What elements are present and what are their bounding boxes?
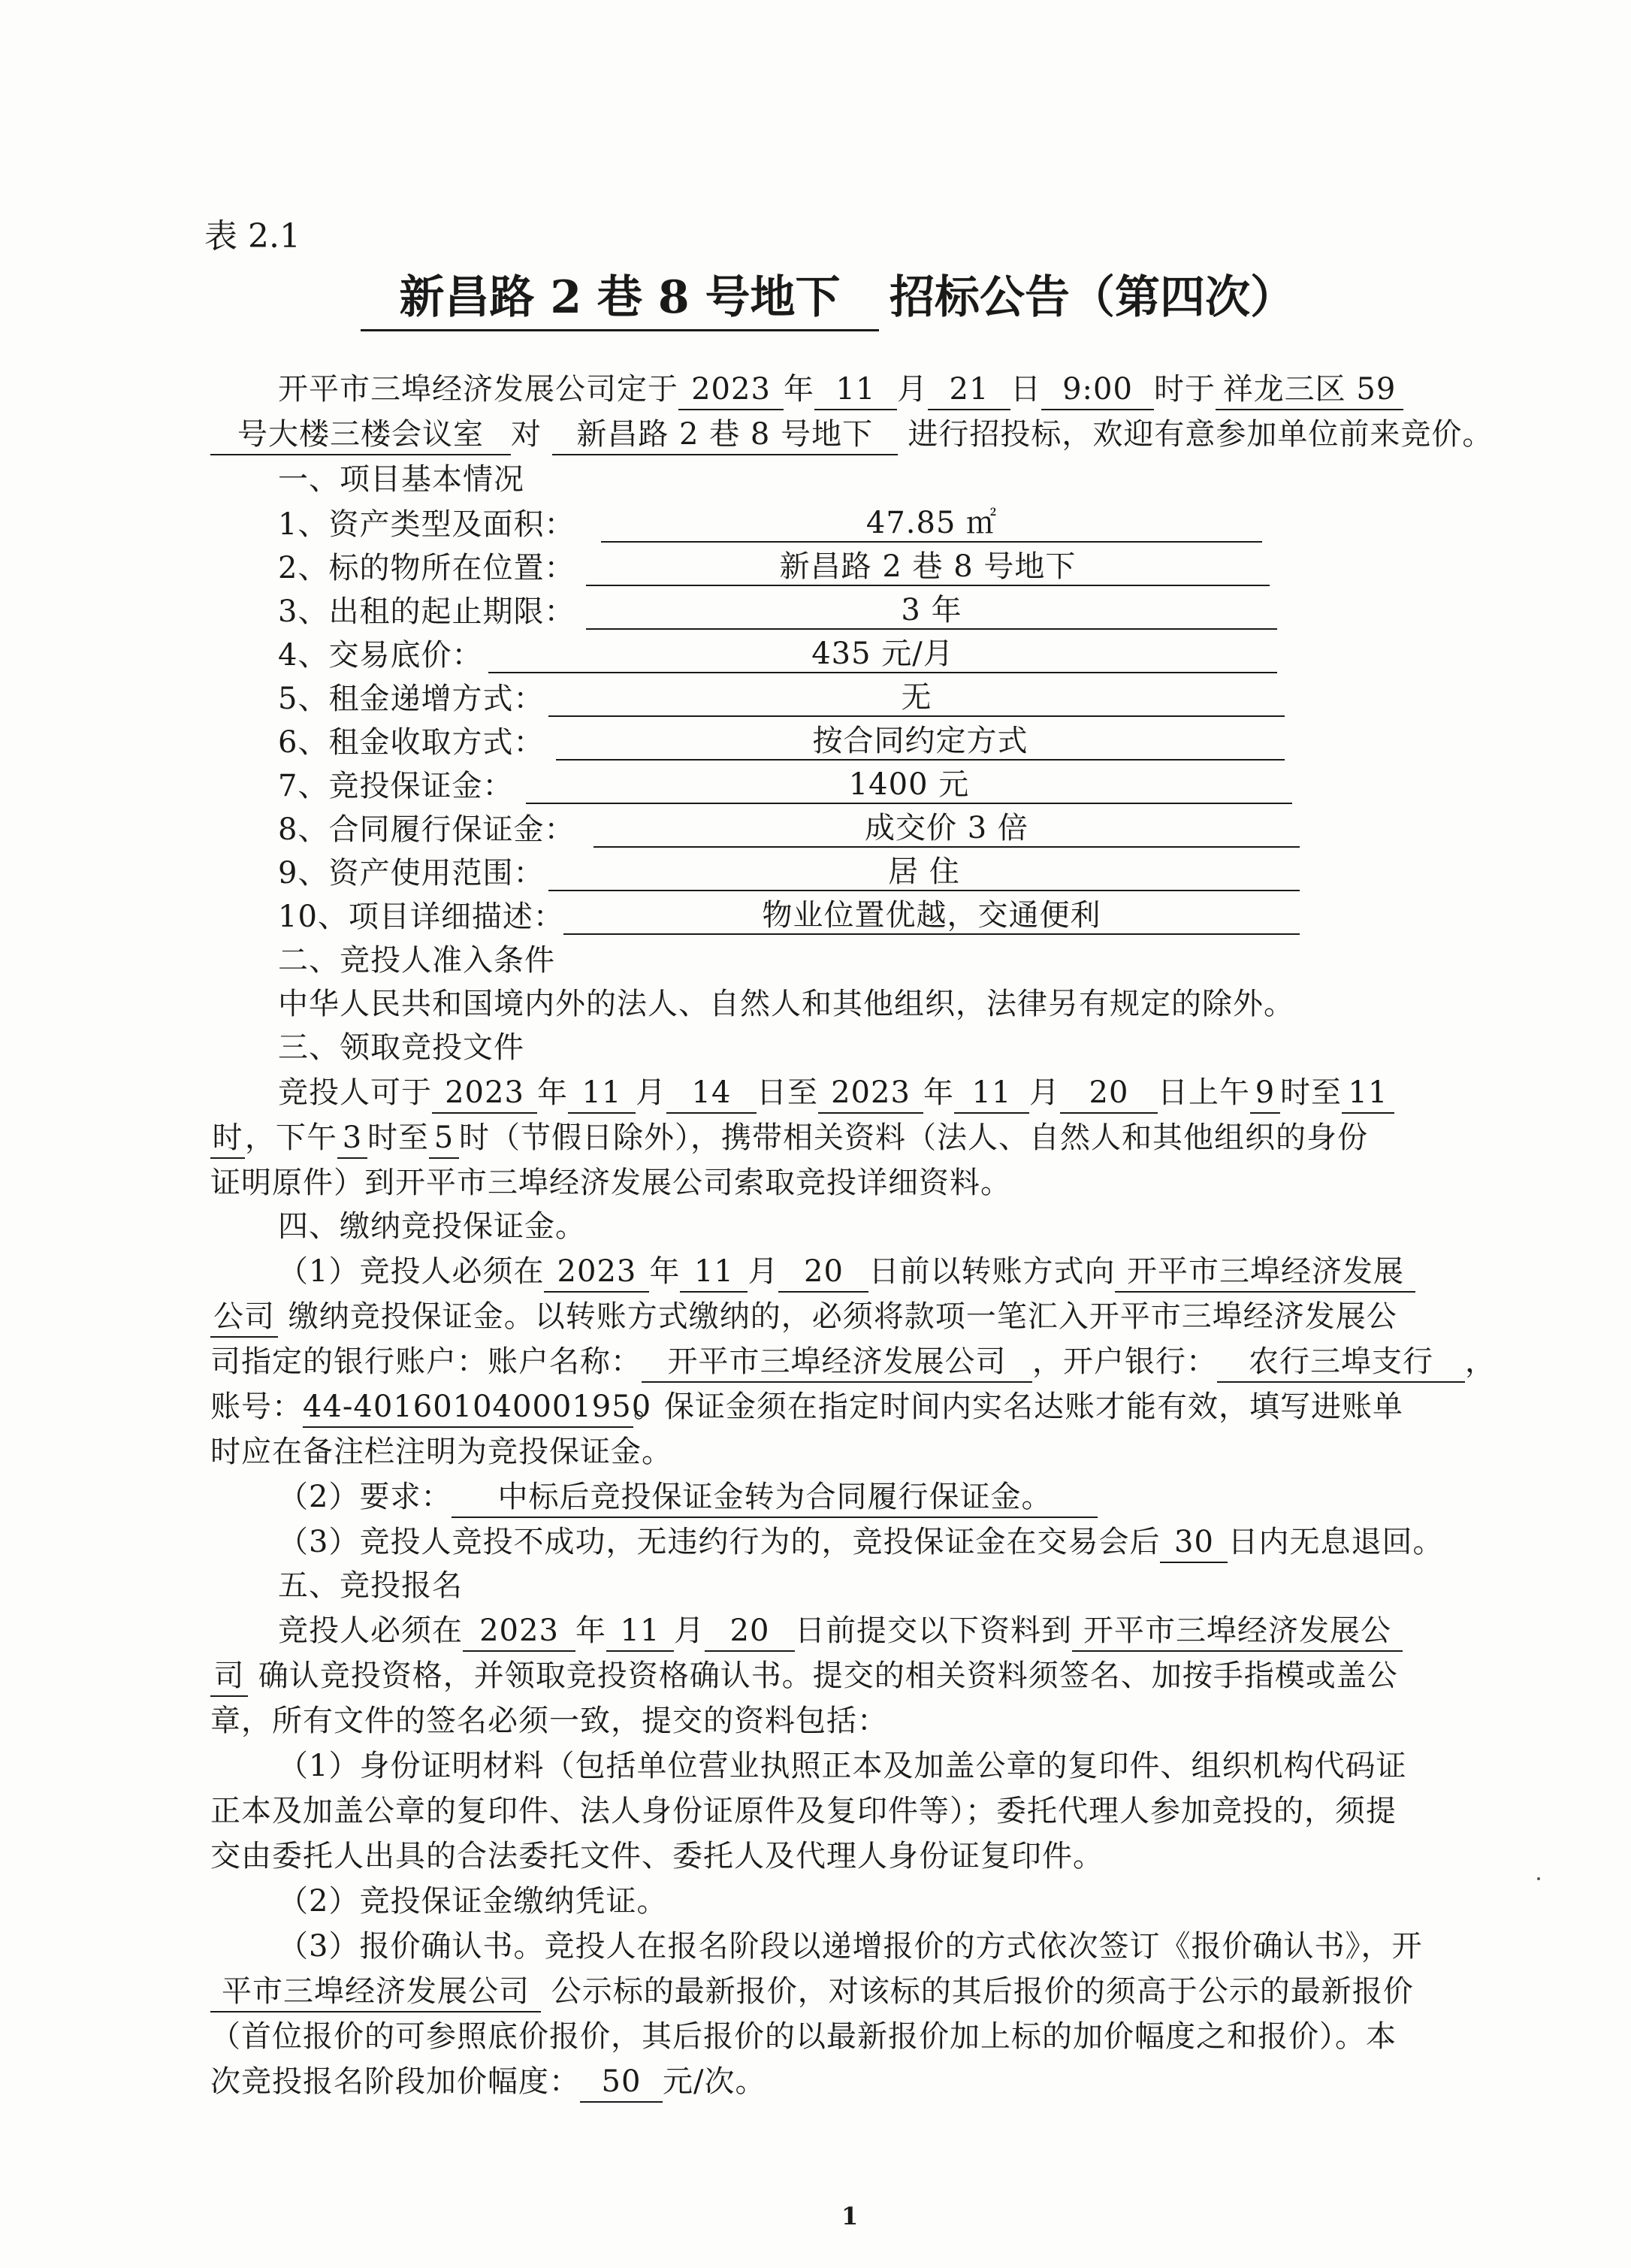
section-5-item-3c: （首位报价的可参照底价报价，其后报价的以最新报价加上标的加价幅度之和报价）。本 <box>210 2019 1397 2054</box>
section-4-requirement: （2）要求： 中标后竞投保证金转为合同履行保证金。 <box>278 1474 1098 1520</box>
section-1-heading: 一、项目基本情况 <box>278 462 524 497</box>
intro-line-1: 开平市三埠经济发展公司定于 2023 年 11 月 21 日 9:00 时于 祥龙三区 59 <box>278 367 1403 412</box>
section-5-line-3: 章，所有文件的签名必须一致，提交的资料包括： <box>210 1704 888 1738</box>
section-5-heading: 五、竞投报名 <box>278 1568 463 1603</box>
item-3: 3、出租的起止期限： 3 年 <box>278 589 1315 634</box>
section-5-item-2: （2）竞投保证金缴纳凭证。 <box>278 1884 668 1919</box>
section-5-item-1c: 交由委托人出具的合法委托文件、委托人及代理人身份证复印件。 <box>210 1839 1104 1873</box>
item-3-value: 3 年 <box>586 589 1277 630</box>
section-2-text: 中华人民共和国境内外的法人、自然人和其他组织，法律另有规定的除外。 <box>278 987 1294 1021</box>
auction-place-2: 号大楼三楼会议室 <box>210 415 511 455</box>
scan-speck <box>1537 1877 1540 1880</box>
item-10: 10、项目详细描述： 物业位置优越，交通便利 <box>278 894 1330 939</box>
section-5-item-3b: 平市三埠经济发展公司 公示标的最新报价，对该标的其后报价的须高于公示的最新报价 <box>210 1969 1414 2014</box>
page-number: 1 <box>841 2202 859 2230</box>
item-4: 4、交易底价： 435 元/月 <box>278 633 1315 678</box>
section-4-line-1: （1）竞投人必须在 2023 年 11 月 20 日前以转账方式向 开平市三埠经济发展 <box>278 1249 1415 1294</box>
auction-month: 11 <box>814 370 897 410</box>
item-8-value: 成交价 3 倍 <box>594 807 1300 848</box>
auction-time: 9:00 <box>1041 370 1154 410</box>
section-5-line-2: 司 确认竞投资格，并领取竞投资格确认书。提交的相关资料须签名、加按手指模或盖公 <box>210 1653 1398 1698</box>
item-2: 2、标的物所在位置： 新昌路 2 巷 8 号地下 <box>278 546 1315 591</box>
item-7: 7、竞投保证金： 1400 元 <box>278 764 1315 809</box>
section-5-item-1b: 正本及加盖公章的复印件、法人身份证原件及复印件等）；委托代理人参加竞投的，须提 <box>210 1794 1397 1828</box>
item-1-value: 47.85 ㎡ <box>601 502 1262 543</box>
item-8: 8、合同履行保证金： 成交价 3 倍 <box>278 807 1330 852</box>
title-subject: 新昌路 2 巷 8 号地下 <box>361 262 879 331</box>
title-suffix: 招标公告（第四次） <box>889 271 1295 324</box>
section-4-line-3: 司指定的银行账户：账户名称： 开平市三埠经济发展公司 ，开户银行： 农行三埠支行 ， <box>210 1339 1496 1384</box>
section-5-item-3a: （3）报价确认书。竞投人在报名阶段以递增报价的方式依次签订《报价确认书》，开 <box>278 1929 1423 1964</box>
item-2-value: 新昌路 2 巷 8 号地下 <box>586 546 1270 586</box>
item-1: 1、资产类型及面积： 47.85 ㎡ <box>278 502 1315 547</box>
auction-day: 21 <box>928 370 1010 410</box>
section-3-line-1: 竞投人可于 2023 年 11 月 14 日至 2023 年 11 月 20 日上午 9 时至 11 <box>278 1070 1394 1115</box>
item-6: 6、租金收取方式： 按合同约定方式 <box>278 720 1315 765</box>
item-4-value: 435 元/月 <box>488 633 1277 673</box>
item-5-value: 无 <box>548 676 1285 717</box>
section-4-line-2: 公司 缴纳竞投保证金。以转账方式缴纳的，必须将款项一笔汇入开平市三埠经济发展公 <box>210 1294 1397 1339</box>
item-10-value: 物业位置优越，交通便利 <box>563 894 1300 935</box>
section-5-item-1a: （1）身份证明材料（包括单位营业执照正本及加盖公章的复印件、组织机构代码证 <box>278 1749 1407 1783</box>
item-5: 5、租金递增方式： 无 <box>278 676 1315 721</box>
section-4-heading: 四、缴纳竞投保证金。 <box>278 1209 586 1244</box>
item-9: 9、资产使用范围： 居 住 <box>278 851 1330 896</box>
table-number: 表 2.1 <box>204 217 301 256</box>
section-4-line-5: 时应在备注栏注明为竞投保证金。 <box>210 1435 672 1469</box>
account-number: 44-401601040001950 <box>303 1387 633 1428</box>
auction-year: 2023 <box>678 370 784 410</box>
section-3-line-3: 证明原件）到开平市三埠经济发展公司索取竞投详细资料。 <box>210 1166 1011 1200</box>
item-6-value: 按合同约定方式 <box>556 720 1285 761</box>
bid-increment: 50 <box>580 2062 663 2103</box>
page-title <box>361 262 1337 322</box>
section-5-line-1: 竞投人必须在 2023 年 11 月 20 日前提交以下资料到 开平市三埠经济发展公 <box>278 1608 1403 1653</box>
account-name: 开平市三埠经济发展公司 <box>642 1342 1032 1383</box>
section-5-item-3d: 次竞投报名阶段加价幅度： 50 元/次。 <box>210 2059 766 2104</box>
intro-line-2: 号大楼三楼会议室 对 新昌路 2 巷 8 号地下 进行招投标，欢迎有意参加单位前来竞价。 <box>210 412 1493 457</box>
intro-subject: 新昌路 2 巷 8 号地下 <box>552 415 898 455</box>
section-4-refund: （3）竞投人竞投不成功，无违约行为的，竞投保证金在交易会后 30 日内无息退回。 <box>278 1520 1443 1565</box>
section-3-heading: 三、领取竞投文件 <box>278 1030 524 1065</box>
auction-place-1: 祥龙三区 59 <box>1216 370 1403 410</box>
item-9-value: 居 住 <box>548 851 1300 891</box>
section-3-line-2: 时，下午 3 时至 5 时（节假日除外），携带相关资料（法人、自然人和其他组织的身份 <box>210 1115 1368 1160</box>
section-2-heading: 二、竞投人准入条件 <box>278 943 555 978</box>
section-4-line-4: 账号：44-401601040001950。保证金须在指定时间内实名达账才能有效，填写进账单 <box>210 1384 1403 1429</box>
bank-name: 农行三埠支行 <box>1217 1342 1465 1383</box>
item-7-value: 1400 元 <box>526 764 1292 804</box>
